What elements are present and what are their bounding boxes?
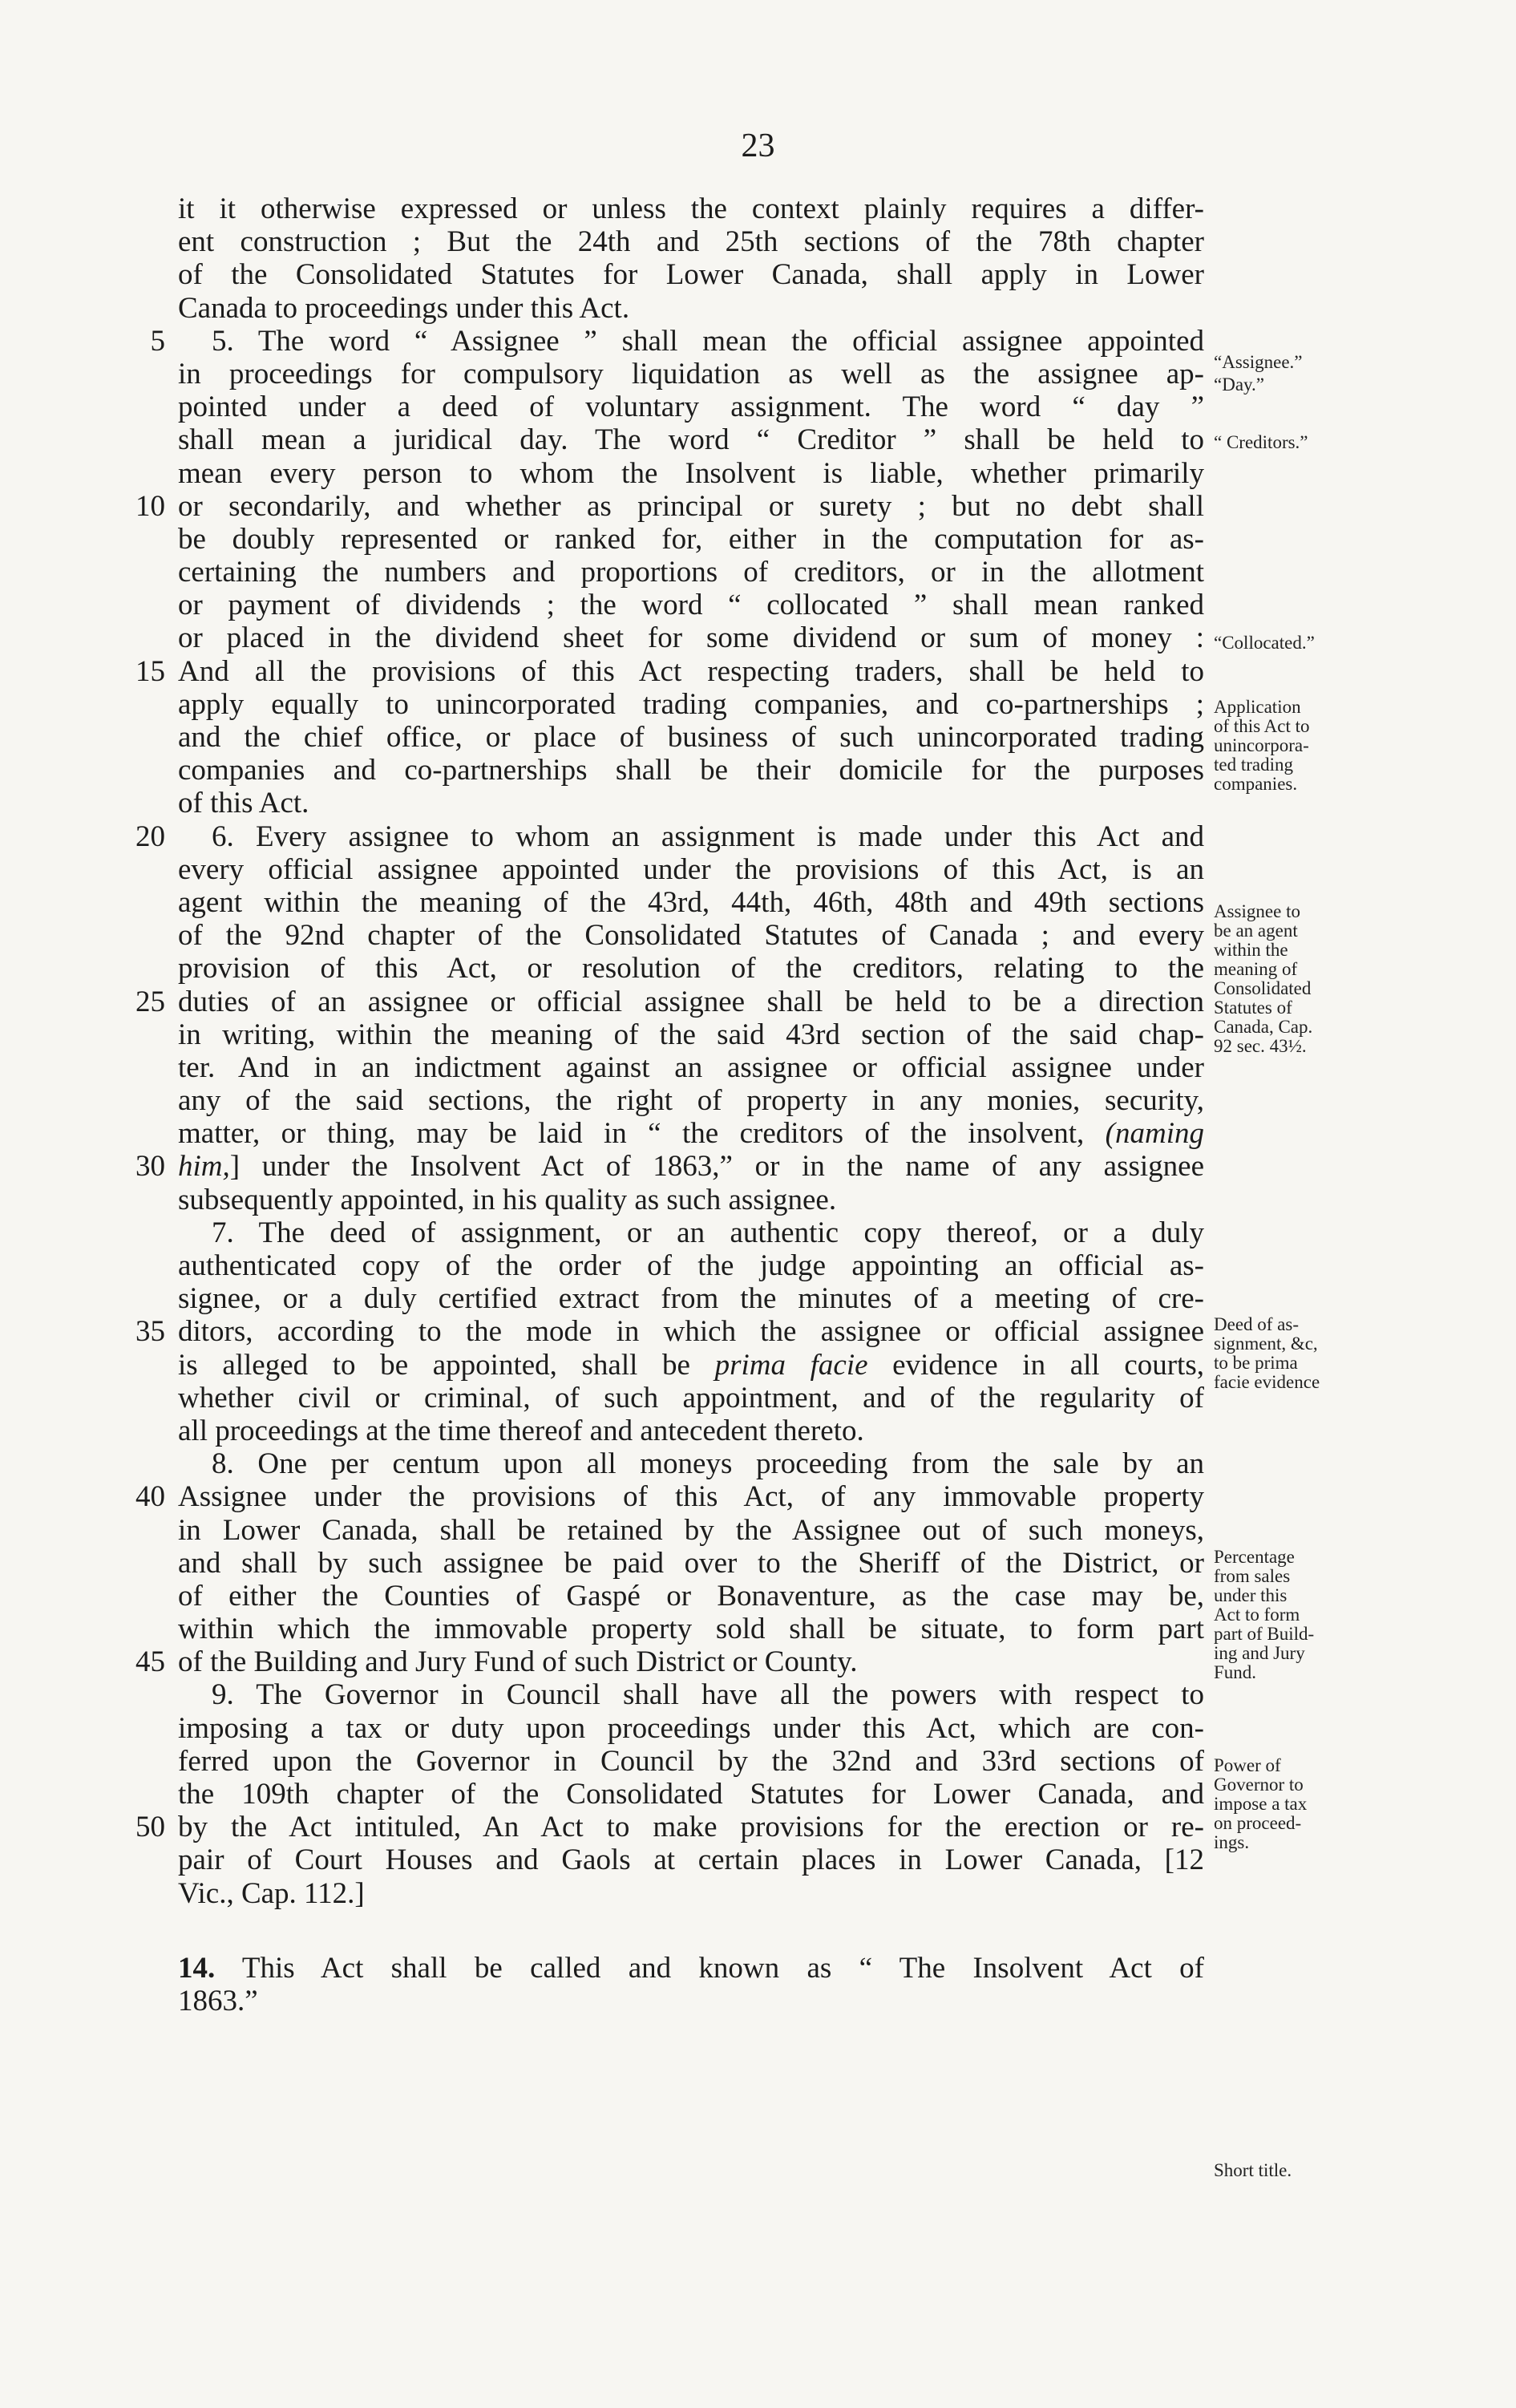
line-text: duties of an assignee or official assignee shall be held to be a direction bbox=[178, 985, 1204, 1018]
line-text: and the chief office, or place of business of such unincorporated trading bbox=[178, 721, 1204, 754]
margin-note bbox=[1214, 633, 1358, 653]
line-text: and shall by such assignee be paid over to the Sheriff of the District, or bbox=[178, 1546, 1204, 1580]
text-line bbox=[178, 1018, 1204, 1051]
margin-note-line: Act to form bbox=[1214, 1605, 1300, 1625]
line-text: This Act shall be called and known as “ The Insolvent Act of bbox=[215, 1951, 1204, 1985]
margin-note-line: Short title. bbox=[1214, 2160, 1292, 2180]
italic-text: (naming bbox=[1105, 1117, 1204, 1151]
line-text: evidence in all courts, bbox=[867, 1348, 1204, 1382]
margin-note-line: under this bbox=[1214, 1585, 1288, 1605]
line-text: ditors, according to the mode in which the assignee or official assignee bbox=[178, 1315, 1204, 1349]
text-line bbox=[178, 787, 1204, 820]
line-text: of this Act. bbox=[178, 787, 309, 820]
line-text: 5. The word “ Assignee ” shall mean the official assignee appointed bbox=[212, 324, 1204, 358]
line-text: of either the Counties of Gaspé or Bonaventure, as the case may be, bbox=[178, 1579, 1204, 1613]
text-line bbox=[178, 1678, 1204, 1711]
line-text: any of the said sections, the right of property in any monies, security, bbox=[178, 1084, 1204, 1118]
margin-note-line: Power of bbox=[1214, 1755, 1281, 1775]
text-line bbox=[178, 225, 1204, 258]
text-line bbox=[135, 1150, 1204, 1184]
text-line bbox=[178, 1184, 1204, 1216]
line-text: it it otherwise expressed or unless the context plainly requires a differ- bbox=[178, 192, 1204, 225]
line-text: Canada to proceedings under this Act. bbox=[178, 291, 630, 325]
margin-note-line: of this Act to bbox=[1214, 716, 1310, 736]
line-text: 6. Every assignee to whom an assignment is made under this Act and bbox=[212, 820, 1204, 853]
margin-note-line: “ Creditors.” bbox=[1214, 432, 1308, 452]
margin-note-line: ings. bbox=[1214, 1832, 1250, 1852]
line-text: within which the immovable property sold shall be situate, to form part bbox=[178, 1613, 1204, 1646]
line-text: 1863.” bbox=[178, 1984, 258, 2017]
margin-note-line: “Assignee.” bbox=[1214, 352, 1303, 372]
margin-note-line: Consolidated bbox=[1214, 978, 1312, 998]
italic-text: him, bbox=[178, 1150, 230, 1184]
margin-note-line: Fund. bbox=[1214, 1662, 1257, 1682]
line-text: or placed in the dividend sheet for some dividend or sum of money : bbox=[178, 621, 1204, 655]
margin-note bbox=[1214, 375, 1358, 395]
line-text: subsequently appointed, in his quality as such assignee. bbox=[178, 1183, 837, 1216]
text-line bbox=[135, 1811, 1204, 1844]
text-line bbox=[135, 985, 1204, 1018]
text-line bbox=[178, 1051, 1204, 1084]
margin-note-line: Deed of as- bbox=[1214, 1314, 1300, 1334]
line-text: in writing, within the meaning of the said 43rd section of the said chap- bbox=[178, 1018, 1204, 1051]
line-text: ter. And in an indictment against an assignee or official assignee under bbox=[178, 1050, 1204, 1084]
text-line bbox=[178, 886, 1204, 919]
line-number: 10 bbox=[135, 489, 165, 523]
line-text: whether civil or criminal, of such appointment, and of the regularity of bbox=[178, 1381, 1204, 1414]
line-text: of the Consolidated Statutes for Lower Canada, shall apply in Lower bbox=[178, 258, 1204, 292]
text-line bbox=[178, 1778, 1204, 1811]
line-number: 20 bbox=[135, 820, 165, 853]
line-number: 40 bbox=[135, 1480, 165, 1514]
text-line bbox=[178, 1382, 1204, 1414]
text-line bbox=[178, 1843, 1204, 1876]
line-text: 8. One per centum upon all moneys proceeding from the sale by an bbox=[212, 1447, 1204, 1481]
line-number: 30 bbox=[135, 1150, 165, 1184]
margin-note-line: on proceed- bbox=[1214, 1813, 1302, 1833]
text-line bbox=[178, 1712, 1204, 1745]
line-text: agent within the meaning of the 43rd, 44th, 46th, 48th and 49th sections bbox=[178, 885, 1204, 919]
text-line bbox=[178, 952, 1204, 985]
text-line bbox=[178, 258, 1204, 291]
margin-note-line: signment, &c, bbox=[1214, 1334, 1318, 1354]
text-line bbox=[135, 489, 1204, 523]
margin-note-line: Statutes of bbox=[1214, 998, 1292, 1018]
line-text: apply equally to unincorporated trading companies, and co-partnerships ; bbox=[178, 687, 1204, 721]
margin-note-line: unincorpora- bbox=[1214, 735, 1309, 755]
margin-note bbox=[1214, 698, 1358, 794]
margin-note bbox=[1214, 2161, 1358, 2180]
margin-note bbox=[1214, 1756, 1358, 1852]
text-line bbox=[178, 1282, 1204, 1315]
text-line bbox=[178, 292, 1204, 325]
text-line bbox=[178, 457, 1204, 490]
text-line bbox=[178, 1349, 1204, 1382]
margin-note bbox=[1214, 353, 1358, 372]
margin-note-line: to be prima bbox=[1214, 1353, 1298, 1373]
body-text bbox=[135, 192, 1204, 2017]
line-number: 25 bbox=[135, 985, 165, 1018]
text-line bbox=[178, 1877, 1204, 1910]
line-text: of the Building and Jury Fund of such District or County. bbox=[178, 1645, 858, 1679]
text-line bbox=[178, 754, 1204, 787]
text-line bbox=[178, 1985, 1204, 2017]
text-line bbox=[178, 621, 1204, 654]
line-text: mean every person to whom the Insolvent is liable, whether primarily bbox=[178, 456, 1204, 490]
text-line bbox=[178, 1447, 1204, 1480]
margin-note-line: Canada, Cap. bbox=[1214, 1017, 1313, 1037]
text-line bbox=[178, 1580, 1204, 1613]
text-line bbox=[135, 820, 1204, 853]
line-number: 50 bbox=[135, 1811, 165, 1844]
line-text: shall mean a juridical day. The word “ Creditor ” shall be held to bbox=[178, 423, 1204, 457]
line-number: 45 bbox=[135, 1645, 165, 1679]
line-text: authenticated copy of the order of the judge appointing an official as- bbox=[178, 1249, 1204, 1282]
text-line bbox=[135, 1315, 1204, 1349]
margin-note-line: “Collocated.” bbox=[1214, 633, 1315, 653]
text-line bbox=[178, 589, 1204, 621]
line-text: is alleged to be appointed, shall be bbox=[178, 1348, 715, 1382]
margin-note-line: impose a tax bbox=[1214, 1794, 1308, 1814]
margin-note-line: part of Build- bbox=[1214, 1624, 1315, 1644]
text-line bbox=[178, 1084, 1204, 1117]
text-line bbox=[178, 556, 1204, 589]
text-line bbox=[178, 192, 1204, 225]
line-text: imposing a tax or duty upon proceedings under this Act, which are con- bbox=[178, 1711, 1204, 1745]
text-line bbox=[178, 1952, 1204, 1985]
text-line bbox=[178, 423, 1204, 456]
margin-note-line: Assignee to bbox=[1214, 901, 1300, 921]
text-line bbox=[178, 1249, 1204, 1282]
line-text: the 109th chapter of the Consolidated Statutes for Lower Canada, and bbox=[178, 1778, 1204, 1811]
line-text: by the Act intituled, An Act to make provisions for the erection or re- bbox=[178, 1811, 1204, 1844]
line-text: 7. The deed of assignment, or an authentic copy thereof, or a duly bbox=[212, 1216, 1204, 1249]
line-text: matter, or thing, may be laid in “ the creditors of the insolvent, bbox=[178, 1117, 1106, 1151]
line-text: certaining the numbers and proportions of creditors, or in the allotment bbox=[178, 556, 1204, 589]
text-line bbox=[178, 688, 1204, 721]
margin-note-line: companies. bbox=[1214, 774, 1298, 794]
line-text: be doubly represented or ranked for, either in the computation for as- bbox=[178, 522, 1204, 556]
text-line bbox=[178, 1514, 1204, 1547]
line-text: ent construction ; But the 24th and 25th sections of the 78th chapter bbox=[178, 225, 1204, 259]
margin-note-line: ing and Jury bbox=[1214, 1643, 1305, 1663]
text-line bbox=[178, 523, 1204, 556]
text-line bbox=[178, 1745, 1204, 1778]
line-text: signee, or a duly certified extract from the minutes of a meeting of cre- bbox=[178, 1282, 1204, 1316]
line-text: pointed under a deed of voluntary assignment. The word “ day ” bbox=[178, 391, 1204, 424]
text-line bbox=[178, 391, 1204, 423]
section-number: 14. bbox=[178, 1951, 216, 1985]
line-text: in proceedings for compulsory liquidation as well as the assignee ap- bbox=[178, 357, 1204, 391]
line-text: 9. The Governor in Council shall have all the powers with respect to bbox=[212, 1678, 1204, 1712]
margin-note-line: facie evidence bbox=[1214, 1372, 1320, 1392]
margin-note-line: Application bbox=[1214, 697, 1301, 717]
page-number: 23 bbox=[741, 127, 775, 164]
text-line bbox=[178, 1414, 1204, 1447]
margin-note-line: Governor to bbox=[1214, 1775, 1304, 1795]
italic-text: prima facie bbox=[714, 1348, 868, 1382]
margin-note bbox=[1214, 1315, 1358, 1392]
line-text: provision of this Act, or resolution of the creditors, relating to the bbox=[178, 952, 1204, 985]
line-text: in Lower Canada, shall be retained by the Assignee out of such moneys, bbox=[178, 1513, 1204, 1547]
margin-note-line: meaning of bbox=[1214, 959, 1298, 979]
text-line bbox=[178, 721, 1204, 754]
text-line bbox=[150, 324, 1204, 358]
line-text: or payment of dividends ; the word “ collocated ” shall mean ranked bbox=[178, 589, 1204, 622]
text-line bbox=[178, 358, 1204, 391]
line-text: companies and co-partnerships shall be their domicile for the purposes bbox=[178, 754, 1204, 787]
line-text: Assignee under the provisions of this Act, of any immovable property bbox=[178, 1480, 1204, 1514]
margin-note-line: be an agent bbox=[1214, 921, 1298, 941]
text-line bbox=[178, 1547, 1204, 1580]
line-text: And all the provisions of this Act respecting traders, shall be held to bbox=[178, 654, 1204, 688]
line-text: every official assignee appointed under the provisions of this Act, is an bbox=[178, 852, 1204, 886]
margin-note-line: ted trading bbox=[1214, 755, 1293, 775]
line-text: Vic., Cap. 112.] bbox=[178, 1876, 365, 1910]
line-text: ] under the Insolvent Act of 1863,” or in the name of any assignee bbox=[229, 1150, 1204, 1184]
margin-note bbox=[1214, 902, 1358, 1056]
margin-note-line: “Day.” bbox=[1214, 374, 1264, 395]
text-line bbox=[178, 1117, 1204, 1150]
text-line bbox=[178, 1216, 1204, 1249]
line-number: 5 bbox=[150, 324, 165, 358]
line-number: 35 bbox=[135, 1315, 165, 1349]
line-text: of the 92nd chapter of the Consolidated Statutes of Canada ; and every bbox=[178, 919, 1204, 953]
text-line bbox=[135, 1645, 1204, 1679]
line-text: pair of Court Houses and Gaols at certain places in Lower Canada, [12 bbox=[178, 1843, 1204, 1877]
margin-note-line: within the bbox=[1214, 940, 1288, 960]
margin-note bbox=[1214, 433, 1358, 452]
line-text: or secondarily, and whether as principal or surety ; but no debt shall bbox=[178, 489, 1204, 523]
margin-note-line: Percentage bbox=[1214, 1547, 1295, 1567]
line-text: ferred upon the Governor in Council by the 32nd and 33rd sections of bbox=[178, 1744, 1204, 1778]
text-line bbox=[178, 919, 1204, 952]
margin-note-line: 92 sec. 43½. bbox=[1214, 1036, 1307, 1056]
text-line bbox=[135, 1480, 1204, 1514]
text-line bbox=[178, 853, 1204, 886]
line-text: all proceedings at the time thereof and antecedent thereto. bbox=[178, 1414, 864, 1447]
text-line bbox=[178, 1613, 1204, 1645]
margin-note bbox=[1214, 1548, 1358, 1682]
text-line bbox=[135, 654, 1204, 688]
line-number: 15 bbox=[135, 654, 165, 688]
margin-note-line: from sales bbox=[1214, 1566, 1291, 1586]
